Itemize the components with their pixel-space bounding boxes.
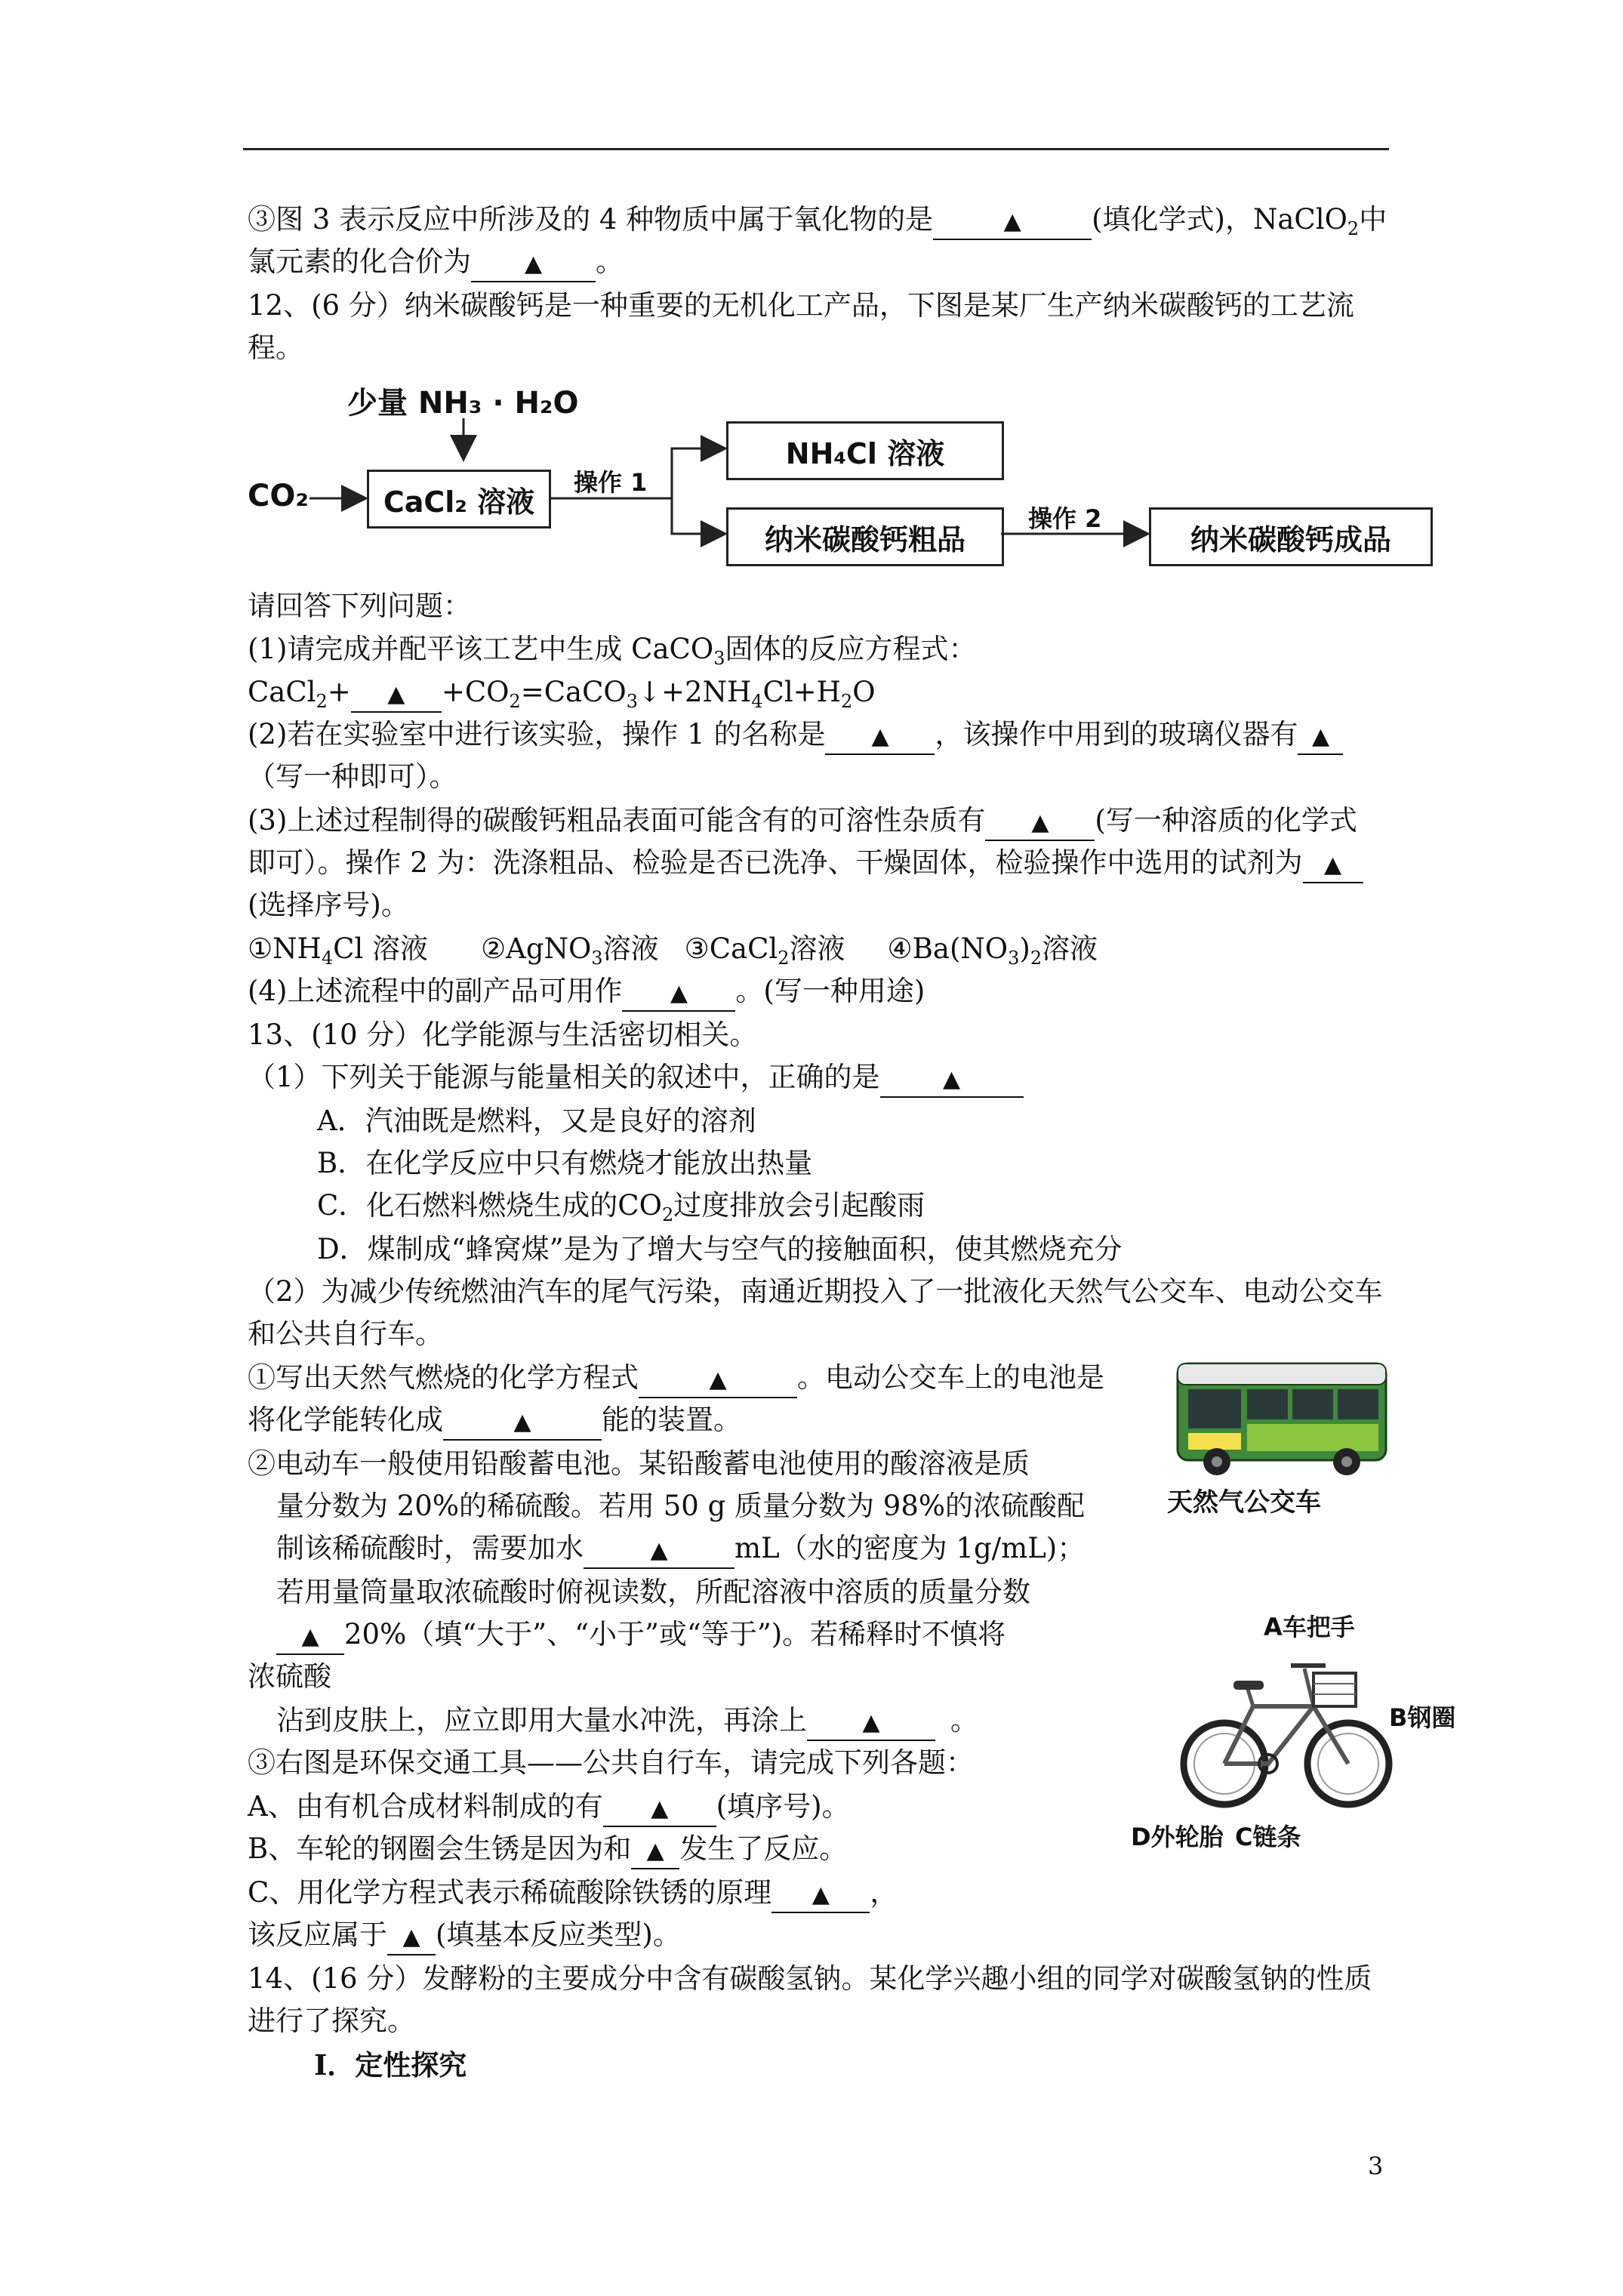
q12-intro-line1: 12、(6 分）纳米碳酸钙是一种重要的无机化工产品，下图是某厂生产纳米碳酸钙的工艺流 <box>248 289 1354 322</box>
q13-i2-line2: 量分数为 20%的稀硫酸。若用 50 g 质量分数为 98%的浓硫酸配 <box>276 1490 1086 1522</box>
q14-section-heading: Ⅰ．定性探究 <box>314 2048 467 2082</box>
q13-i2-line1: ②电动车一般使用铅酸蓄电池。某铅酸蓄电池使用的酸溶液是质 <box>248 1447 1030 1480</box>
q14-line2: 进行了探究。 <box>248 2005 415 2037</box>
q13-i2-line6: 浓硫酸 <box>248 1660 331 1693</box>
q12-prompt: 请回答下列问题： <box>248 590 471 622</box>
bike-label-chain: C链条 <box>1235 1823 1301 1851</box>
final-product-box: 纳米碳酸钙成品 <box>1149 507 1433 566</box>
q13-i2-line3: 制该稀硫酸时，需要加水 ▲ mL（水的密度为 1g/mL)； <box>276 1530 1085 1569</box>
q12-p2: (2)若在实验室中进行该实验，操作 1 的名称是 ▲ ，该操作中用到的玻璃仪器有 ▲ <box>248 716 1343 755</box>
q14-line1: 14、(16 分）发酵粉的主要成分中含有碳酸氢钠。某化学兴趣小组的同学对碳酸氢钠的性质 <box>248 1962 1372 1995</box>
crude-product-box: 纳米碳酸钙粗品 <box>726 507 1004 566</box>
q12-p2-line2: （写一种即可）。 <box>248 760 457 793</box>
q12-p3-line3: (选择序号)。 <box>248 889 409 921</box>
bus-caption: 天然气公交车 <box>1167 1487 1321 1518</box>
q12-intro-line2: 程。 <box>248 331 303 364</box>
q13-i3: ③右图是环保交通工具——公共自行车，请完成下列各题： <box>248 1746 974 1779</box>
q13-option-b: B．在化学反应中只有燃烧才能放出热量 <box>317 1147 813 1179</box>
bike-label-tire: D外轮胎 <box>1131 1823 1224 1851</box>
page-number: 3 <box>1368 2152 1384 2180</box>
q13-i2-line7: 沾到皮肤上，应立即用大量水冲洗，再涂上 ▲ 。 <box>276 1702 978 1741</box>
q13-i1: ①写出天然气燃烧的化学方程式 ▲ 。电动公交车上的电池是 <box>248 1359 1104 1398</box>
q13-option-d: D．煤制成“蜂窝煤”是为了增大与空气的接触面积，使其燃烧充分 <box>317 1233 1123 1265</box>
bus-illustration <box>1169 1351 1395 1480</box>
nh3-h2o-label: 少量 NH₃ · H₂O <box>347 386 579 421</box>
operation-1-label: 操作 1 <box>574 468 648 497</box>
cacl2-solution-box: CaCl₂ 溶液 <box>367 470 551 529</box>
q13-item-c: C、用化学方程式表示稀硫酸除铁锈的原理 ▲ ， <box>248 1874 898 1913</box>
q13-i1-line2: 将化学能转化成 ▲ 能的装置。 <box>248 1401 741 1441</box>
q12-options: $①NH_4Cl$ 溶液 ②AgNO$_3$溶液 ③CaCl$_2$溶液 $④Ba(NO_3)_2$溶液 <box>248 932 1098 969</box>
q13-intro: 13、(10 分）化学能源与生活密切相关。 <box>248 1019 758 1051</box>
process-flowchart <box>243 379 1436 575</box>
q13-item-a: A、由有机合成材料制成的有 ▲ (填序号)。 <box>248 1788 850 1827</box>
q11-3-line1: ③图 3 表示反应中所涉及的 4 种物质中属于氧化物的是 ▲ (填化学式)，NaClO$_2$中 <box>248 203 1387 239</box>
q12-p1: (1)请完成并配平该工艺中生成 CaCO$_3$固体的反应方程式： <box>248 633 977 669</box>
q13-item-b: B、车轮的钢圈会生锈是因为和 ▲ 发生了反应。 <box>248 1830 847 1869</box>
nh4cl-solution-box: NH₄Cl 溶液 <box>726 421 1004 480</box>
bike-label-rim: B钢圈 <box>1389 1703 1456 1732</box>
q13-option-a: A．汽油既是燃料，又是良好的溶剂 <box>317 1105 756 1137</box>
q13-i2-line5: ▲ 20%（填“大于”、“小于”或“等于”)。若稀释时不慎将 <box>276 1616 1006 1655</box>
q13-item-c-line2: 该反应属于 ▲ (填基本反应类型)。 <box>248 1916 681 1955</box>
q13-option-c: C．化石燃料燃烧生成的$CO_2$过度排放会引起酸雨 <box>317 1189 925 1225</box>
q13-s2-line1: （2）为减少传统燃油汽车的尾气污染，南通近期投入了一批液化天然气公交车、电动公交车 <box>248 1275 1383 1308</box>
bike-label-handlebar: A车把手 <box>1264 1613 1355 1641</box>
co2-label: CO₂ <box>248 479 309 513</box>
operation-2-label: 操作 2 <box>1028 504 1102 533</box>
header-rule <box>243 148 1389 150</box>
q11-3-line2: 氯元素的化合价为 ▲ 。 <box>248 243 624 282</box>
q13-i2-line4: 若用量筒量取浓硫酸时俯视读数，所配溶液中溶质的质量分数 <box>276 1576 1030 1608</box>
q12-equation: CaCl$_2$+ ▲ $+CO_2=CaCO_3↓+2NH_4Cl+H_2O$ <box>248 676 876 712</box>
q13-s1: （1）下列关于能源与能量相关的叙述中，正确的是 ▲ <box>248 1059 1024 1098</box>
q12-p3-line2: 即可）。操作 2 为：洗涤粗品、检验是否已洗净、干燥固体，检验操作中选用的试剂为 ▲ <box>248 844 1363 883</box>
q12-p4: (4)上述流程中的副产品可用作 ▲ 。(写一种用途) <box>248 972 925 1012</box>
q13-s2-line2: 和公共自行车。 <box>248 1318 443 1350</box>
q12-p3: (3)上述过程制得的碳酸钙粗品表面可能含有的可溶性杂质有 ▲ (写一种溶质的化学式 <box>248 802 1357 841</box>
bicycle-illustration <box>1178 1643 1397 1824</box>
